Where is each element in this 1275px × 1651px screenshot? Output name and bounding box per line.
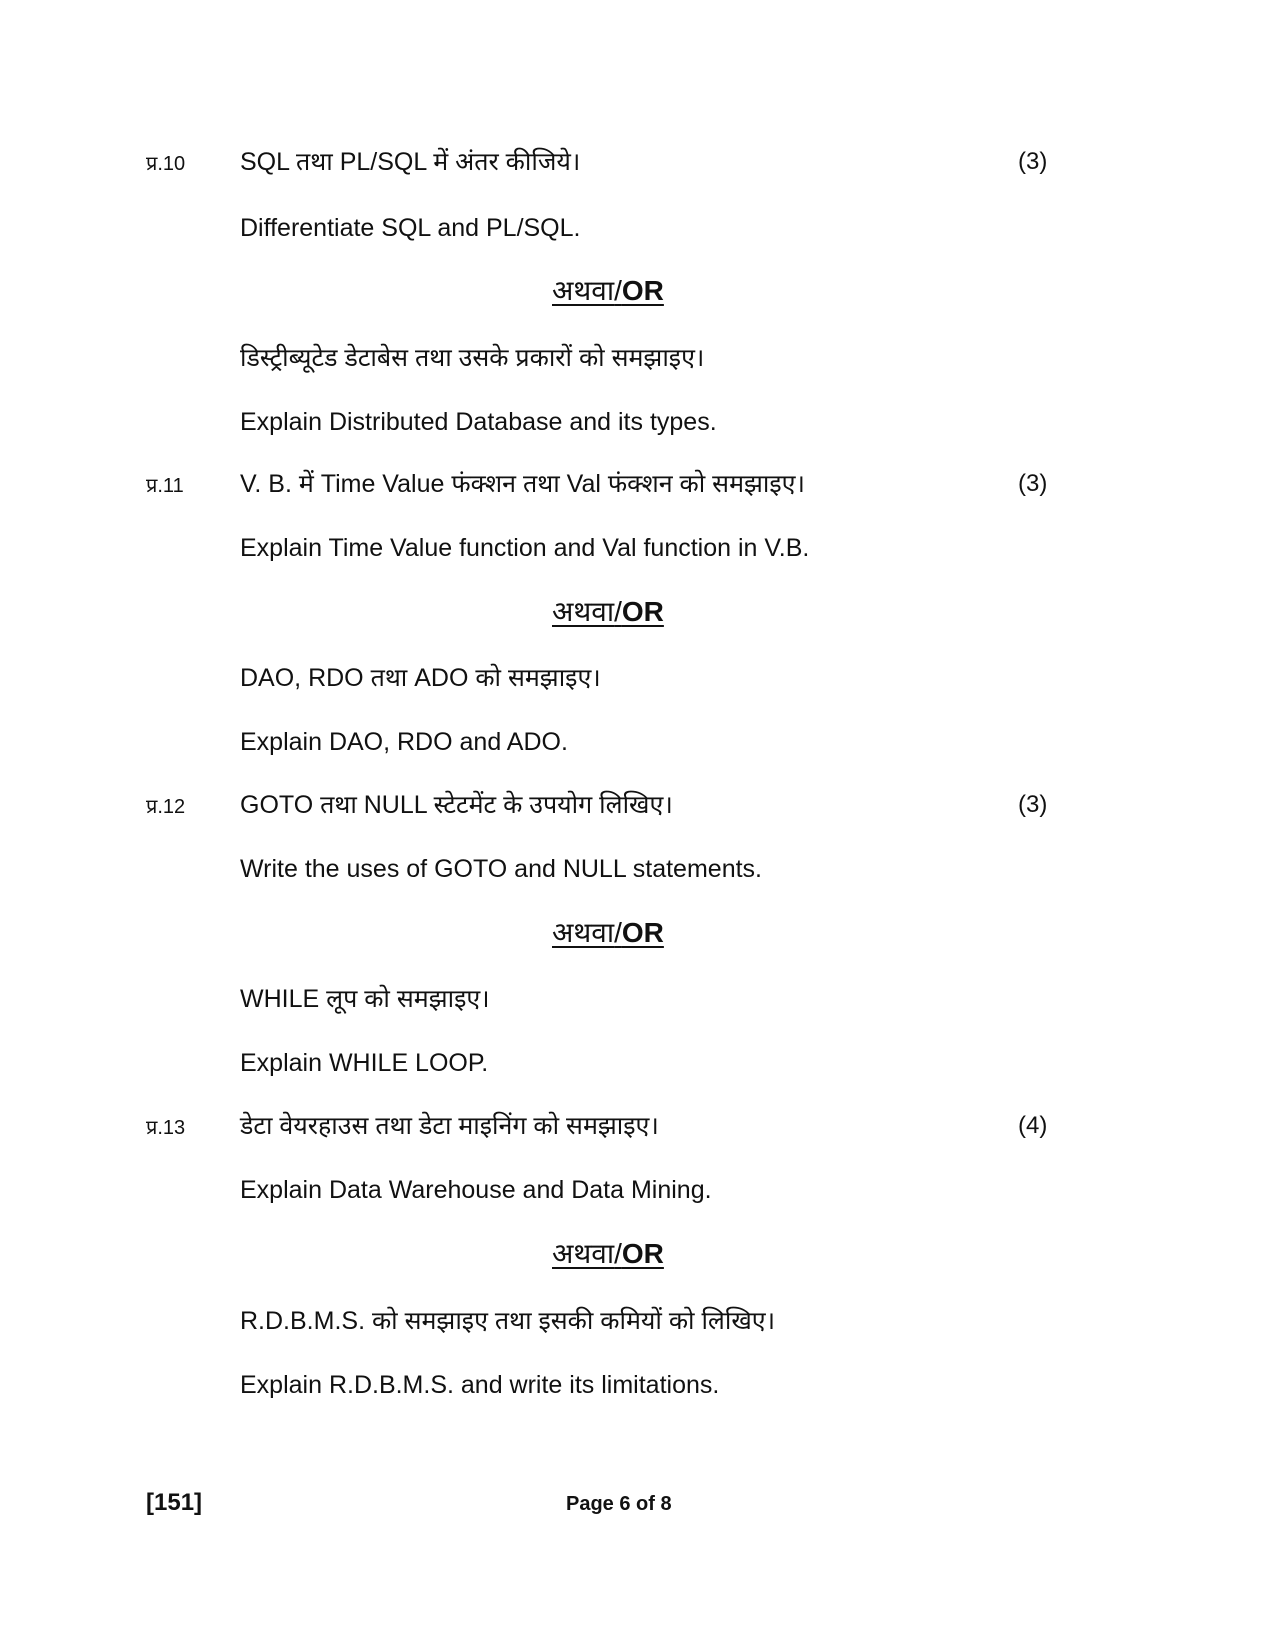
or-label-english: OR [621,275,664,306]
or-label-hindi: अथवा [552,275,615,306]
page-number: Page 6 of 8 [566,1493,672,1515]
question-marks: (4) [1018,1112,1048,1139]
question-number: प्र.10 [146,153,186,175]
question-hindi-text: GOTO तथा NULL स्टेटमेंट के उपयोग लिखिए। [240,791,673,819]
or-label-slash: / [614,917,622,948]
question-english-text: Write the uses of GOTO and NULL statements. [240,855,762,883]
or-separator [552,916,664,950]
or-label-hindi: अथवा [552,917,615,948]
question-marks: (3) [1018,148,1048,175]
alternative-english-text: Explain DAO, RDO and ADO. [240,728,568,756]
question-english-text: Differentiate SQL and PL/SQL. [240,214,581,242]
alternative-english-text: Explain R.D.B.M.S. and write its limitations. [240,1371,720,1399]
or-label-hindi: अथवा [552,1238,615,1269]
question-english-text: Explain Data Warehouse and Data Mining. [240,1176,712,1204]
or-separator [552,1237,664,1271]
or-label-slash: / [614,1238,622,1269]
or-separator [552,274,664,308]
or-label-slash: / [614,275,622,306]
or-separator [552,595,664,629]
question-english-text: Explain Time Value function and Val function in V.B. [240,534,810,562]
or-label-hindi: अथवा [552,596,615,627]
or-label-english: OR [621,1238,664,1269]
alternative-english-text: Explain WHILE LOOP. [240,1049,489,1077]
or-label-english: OR [621,917,664,948]
question-number: प्र.13 [146,1117,186,1139]
question-number: प्र.12 [146,796,186,818]
question-hindi-text: डेटा वेयरहाउस तथा डेटा माइनिंग को समझाइए। [240,1112,659,1140]
paper-code: [151] [146,1489,203,1516]
question-hindi-text: SQL तथा PL/SQL में अंतर कीजिये। [240,148,581,176]
or-label-english: OR [621,596,664,627]
question-number: प्र.11 [146,475,184,497]
question-hindi-text: V. B. में Time Value फंक्शन तथा Val फंक्शन को समझाइए। [240,470,805,498]
or-label-slash: / [614,596,622,627]
alternative-hindi-text: DAO, RDO तथा ADO को समझाइए। [240,664,601,692]
alternative-english-text: Explain Distributed Database and its types. [240,408,717,436]
alternative-hindi-text: डिस्ट्रीब्यूटेड डेटाबेस तथा उसके प्रकारों को समझाइए। [240,344,705,372]
question-marks: (3) [1018,470,1048,497]
question-marks: (3) [1018,791,1048,818]
alternative-hindi-text: WHILE लूप को समझाइए। [240,985,490,1013]
alternative-hindi-text: R.D.B.M.S. को समझाइए तथा इसकी कमियों को लिखिए। [240,1307,776,1335]
